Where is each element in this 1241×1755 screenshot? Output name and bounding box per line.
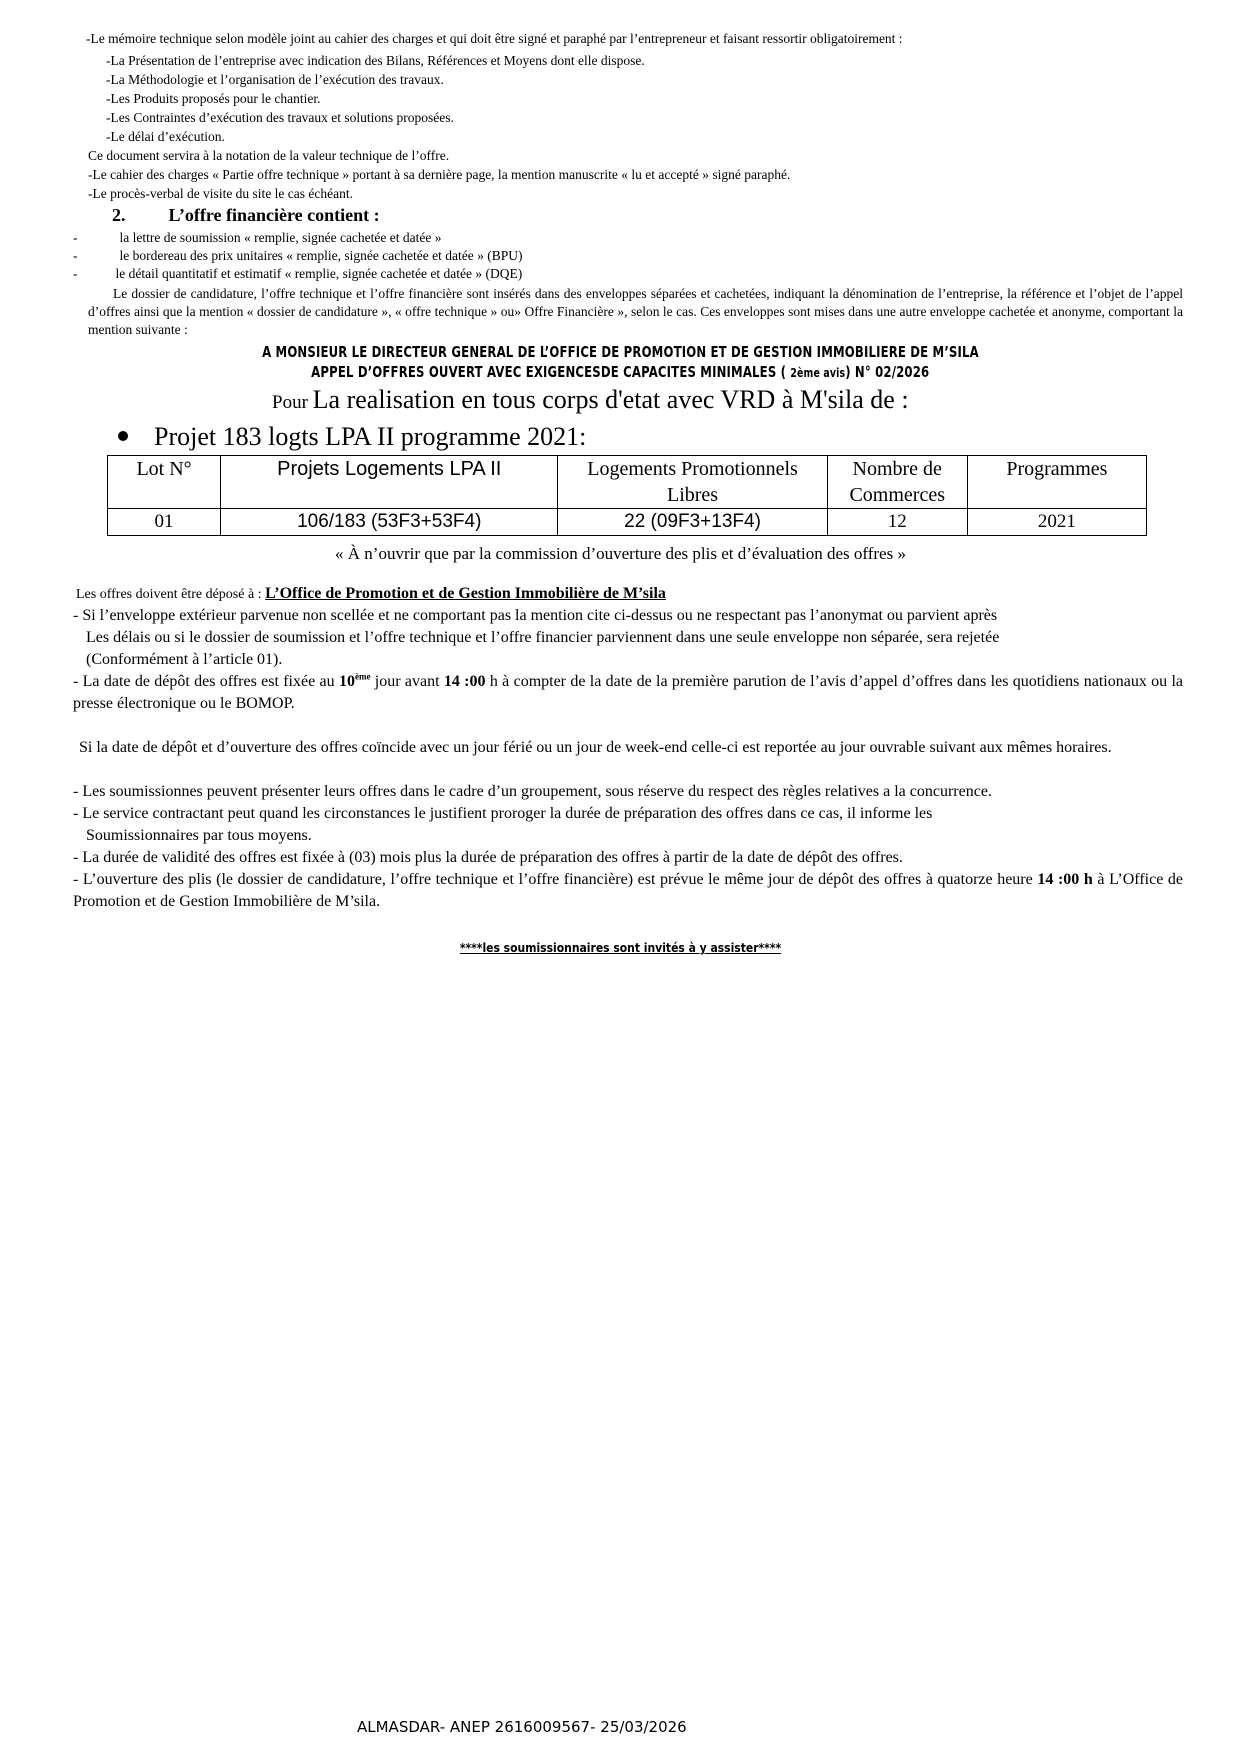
- group-rule: - Les soumissionnes peuvent présenter leurs offres dans le cadre d’un groupement, sous réserve du respect des règles relatives a la concurrence.: [73, 783, 992, 800]
- validity-rule: - La durée de validité des offres est fixée à (03) mois plus la durée de préparation des offres à partir de la date de dépôt des offres.: [73, 849, 903, 866]
- technical-item: -Les Produits proposés pour le chantier.: [106, 91, 321, 106]
- open-notice: « À n’ouvrir que par la commission d’ouverture des plis et d’évaluation des offres »: [335, 544, 906, 563]
- extend-rule: Soumissionnaires par tous moyens.: [86, 827, 312, 844]
- header-lpa: Projets Logements LPA II: [221, 456, 558, 509]
- address-line-1: A MONSIEUR LE DIRECTEUR GENERAL DE L’OFFICE DE PROMOTION ET DE GESTION IMMOBILIERE DE M’SILA: [262, 343, 979, 361]
- object-title: La realisation en tous corps d'etat avec VRD à M'sila de :: [312, 385, 909, 414]
- financial-item: - la lettre de soumission « remplie, signée cachetée et datée »: [73, 230, 442, 245]
- deposit-date: - La date de dépôt des offres est fixée au 10ème jour avant 14 :00 h à compter de la date de la première parution de l’avis d’appel d’offres dans les quotidiens nationaux ou la presse électronique ou le BOMOP.: [73, 671, 1184, 712]
- opening-rule: - L’ouverture des plis (le dossier de candidature, l’offre technique et l’offre financière) est prévue le même jour de dépôt des offres à quatorze heure 14 :00 h à L’Office de Promotion et de Gestion Immobilière de M’sila.: [73, 871, 1184, 910]
- bullet-icon: [118, 431, 128, 441]
- table-row: [108, 509, 1147, 536]
- cell-lpa: 106/183 (53F3+53F4): [221, 509, 558, 536]
- object-line: [272, 384, 909, 419]
- cell-commerces: 12: [827, 509, 967, 536]
- technical-pv: -Le procès-verbal de visite du site le cas échéant.: [88, 186, 354, 201]
- header-commerces: Nombre de Commerces: [827, 456, 967, 509]
- technical-cahier: -Le cahier des charges « Partie offre technique » portant à sa dernière page, la mention manuscrite « lu et accepté » signé paraphé.: [88, 167, 791, 182]
- holiday-rule: Si la date de dépôt et d’ouverture des offres coïncide avec un jour férié ou un jour de week-end celle-ci est reportée au jour ouvrable suivant aux mêmes horaires.: [79, 739, 1112, 756]
- deposit-label: Les offres doivent être déposé à :: [76, 587, 266, 602]
- deposit-line: [76, 583, 666, 606]
- address-line-2: APPEL D’OFFRES OUVERT AVEC EXIGENCESDE CAPACITES MINIMALES ( 2ème avis) N° 02/2026: [311, 363, 930, 381]
- header-programmes: Programmes: [967, 456, 1146, 509]
- invite-text: ****les soumissionnaires sont invités à y assister****: [459, 941, 782, 955]
- technical-item: -La Méthodologie et l’organisation de l’exécution des travaux.: [106, 72, 444, 87]
- financial-title: L’offre financière contient :: [168, 205, 380, 225]
- project-line: [118, 421, 586, 453]
- lots-table: [107, 455, 1147, 536]
- technical-item: -La Présentation de l’entreprise avec indication des Bilans, Références et Moyens dont elle dispose.: [106, 53, 645, 68]
- header-lpl: Logements Promotionnels Libres: [558, 456, 827, 509]
- financial-heading: [112, 204, 380, 226]
- financial-item: - le bordereau des prix unitaires « remplie, signée cachetée et datée » (BPU): [73, 248, 523, 263]
- technical-intro: -Le mémoire technique selon modèle joint au cahier des charges et qui doit être signé et paraphé par l’entrepreneur et faisant ressortir obligatoirement :: [86, 31, 903, 46]
- project-title: Projet 183 logts LPA II programme 2021:: [154, 422, 587, 451]
- envelopes-paragraph: Le dossier de candidature, l’offre technique et l’offre financière sont insérés dans des enveloppes séparées et cachetées, indiquant la dénomination de l’entreprise, la référence et l’objet de l’appel d’offres ainsi que la mention « dossier de candidature », « offre technique » ou» Offre Financière », selon le cas. Ces enveloppes sont mises dans une autre enveloppe cachetée et anonyme, comportant la mention suivante :: [88, 286, 1183, 337]
- cell-programmes: 2021: [967, 509, 1146, 536]
- header-lot: Lot N°: [108, 456, 221, 509]
- invite-line: [0, 939, 1241, 958]
- reject-line: - Si l’enveloppe extérieur parvenue non scellée et ne comportant pas la mention cite ci-dessus ou ne respectant pas l’anonymat ou parvient après: [73, 607, 998, 624]
- pour-prefix: Pour: [272, 392, 313, 413]
- cell-lot: 01: [108, 509, 221, 536]
- table-header-row: [108, 456, 1147, 509]
- technical-note: Ce document servira à la notation de la valeur technique de l’offre.: [88, 148, 450, 163]
- financial-number: 2.: [112, 205, 126, 225]
- financial-item: - le détail quantitatif et estimatif « remplie, signée cachetée et datée » (DQE): [73, 266, 523, 281]
- deposit-place: L’Office de Promotion et de Gestion Immobilière de M’sila: [265, 585, 666, 602]
- extend-rule: - Le service contractant peut quand les circonstances le justifient proroger la durée de préparation des offres dans ce cas, il informe les: [73, 805, 933, 822]
- technical-item: -Les Contraintes d’exécution des travaux et solutions proposées.: [106, 110, 454, 125]
- technical-item: -Le délai d’exécution.: [106, 129, 225, 144]
- footer-reference: ALMASDAR- ANEP 2616009567- 25/03/2026: [357, 1718, 687, 1736]
- reject-line: (Conformément à l’article 01).: [86, 651, 283, 668]
- reject-line: Les délais ou si le dossier de soumission et l’offre technique et l’offre financier parviennent dans une seule enveloppe non séparée, sera rejetée: [86, 629, 1000, 646]
- cell-lpl: 22 (09F3+13F4): [558, 509, 827, 536]
